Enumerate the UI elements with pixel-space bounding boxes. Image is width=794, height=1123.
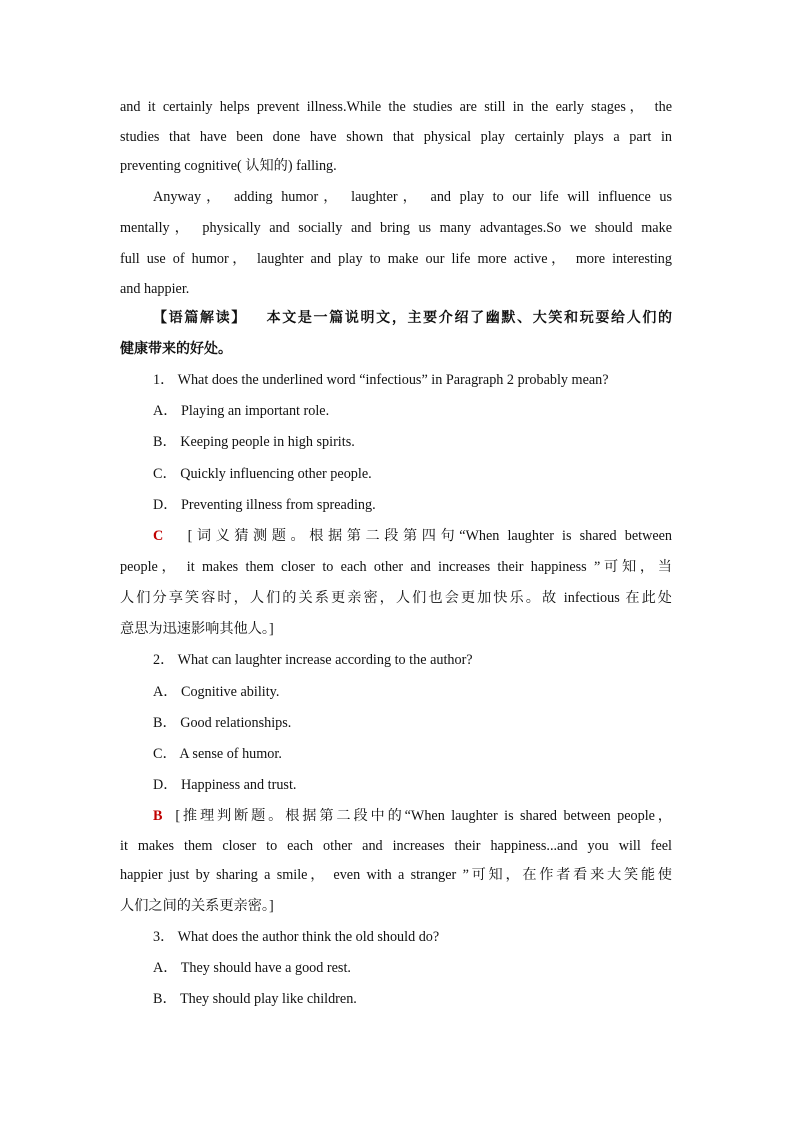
passage-line: preventing cognitive( 认知的) falling. [120, 158, 337, 174]
answer-letter: B [153, 808, 163, 824]
passage-line: mentally， physically and socially and bring us many advantages.So we should make [120, 220, 672, 236]
analysis-tag: 【语篇解读】 [153, 310, 247, 326]
passage-line: Anyway， adding humor， laughter， and play to our life will influence us [153, 189, 672, 205]
explanation-line [153, 806, 672, 826]
explanation-line [153, 526, 672, 546]
option-d: D． Happiness and trust. [153, 777, 297, 793]
question-stem: 2． What can laughter increase according to the author? [153, 652, 473, 668]
option-c: C． A sense of humor. [153, 746, 282, 762]
option-c: C． Quickly influencing other people. [153, 466, 372, 482]
question-stem: 1． What does the underlined word “infectious” in Paragraph 2 probably mean? [153, 372, 609, 388]
option-b: B． Keeping people in high spirits. [153, 434, 355, 450]
answer-letter: C [153, 528, 164, 544]
option-a: A． Playing an important role. [153, 403, 330, 419]
passage-line: full use of humor， laughter and play to make our life more active， more interesting [120, 251, 672, 267]
question-stem: 3． What does the author think the old should do? [153, 929, 440, 945]
option-b: B． They should play like children. [153, 991, 357, 1007]
option-a: A． They should have a good rest. [153, 960, 351, 976]
analysis-text: 本文是一篇说明文，主要介绍了幽默、大笑和玩耍给人们的 [266, 310, 673, 326]
analysis-line [153, 308, 672, 328]
option-a: A． Cognitive ability. [153, 684, 280, 700]
explanation-line: it makes them closer to each other and increases their happiness...and you will feel [120, 838, 672, 854]
explanation-text: [词义猜测题。根据第二段第四句“When laughter is shared between [187, 528, 673, 544]
analysis-line: 健康带来的好处。 [120, 341, 232, 357]
explanation-line: happier just by sharing a smile， even with a stranger ”可知，在作者看来大笑能使 [120, 867, 672, 883]
explanation-line: 人们分享笑容时，人们的关系更亲密，人们也会更加快乐。故 infectious 在此处 [120, 590, 672, 606]
option-d: D． Preventing illness from spreading. [153, 497, 376, 513]
explanation-line: people， it makes them closer to each other and increases their happiness ”可知，当 [120, 559, 672, 575]
explanation-line: 意思为迅速影响其他人。] [120, 621, 274, 637]
passage-line: and happier. [120, 281, 190, 297]
explanation-text: [推理判断题。根据第二段中的“When laughter is shared between people， [175, 808, 672, 824]
passage-line: and it certainly helps prevent illness.While the studies are still in the early stages， the [120, 99, 672, 115]
explanation-line: 人们之间的关系更亲密。] [120, 898, 274, 914]
passage-line: studies that have been done have shown that physical play certainly plays a part in [120, 129, 672, 145]
option-b: B． Good relationships. [153, 715, 292, 731]
